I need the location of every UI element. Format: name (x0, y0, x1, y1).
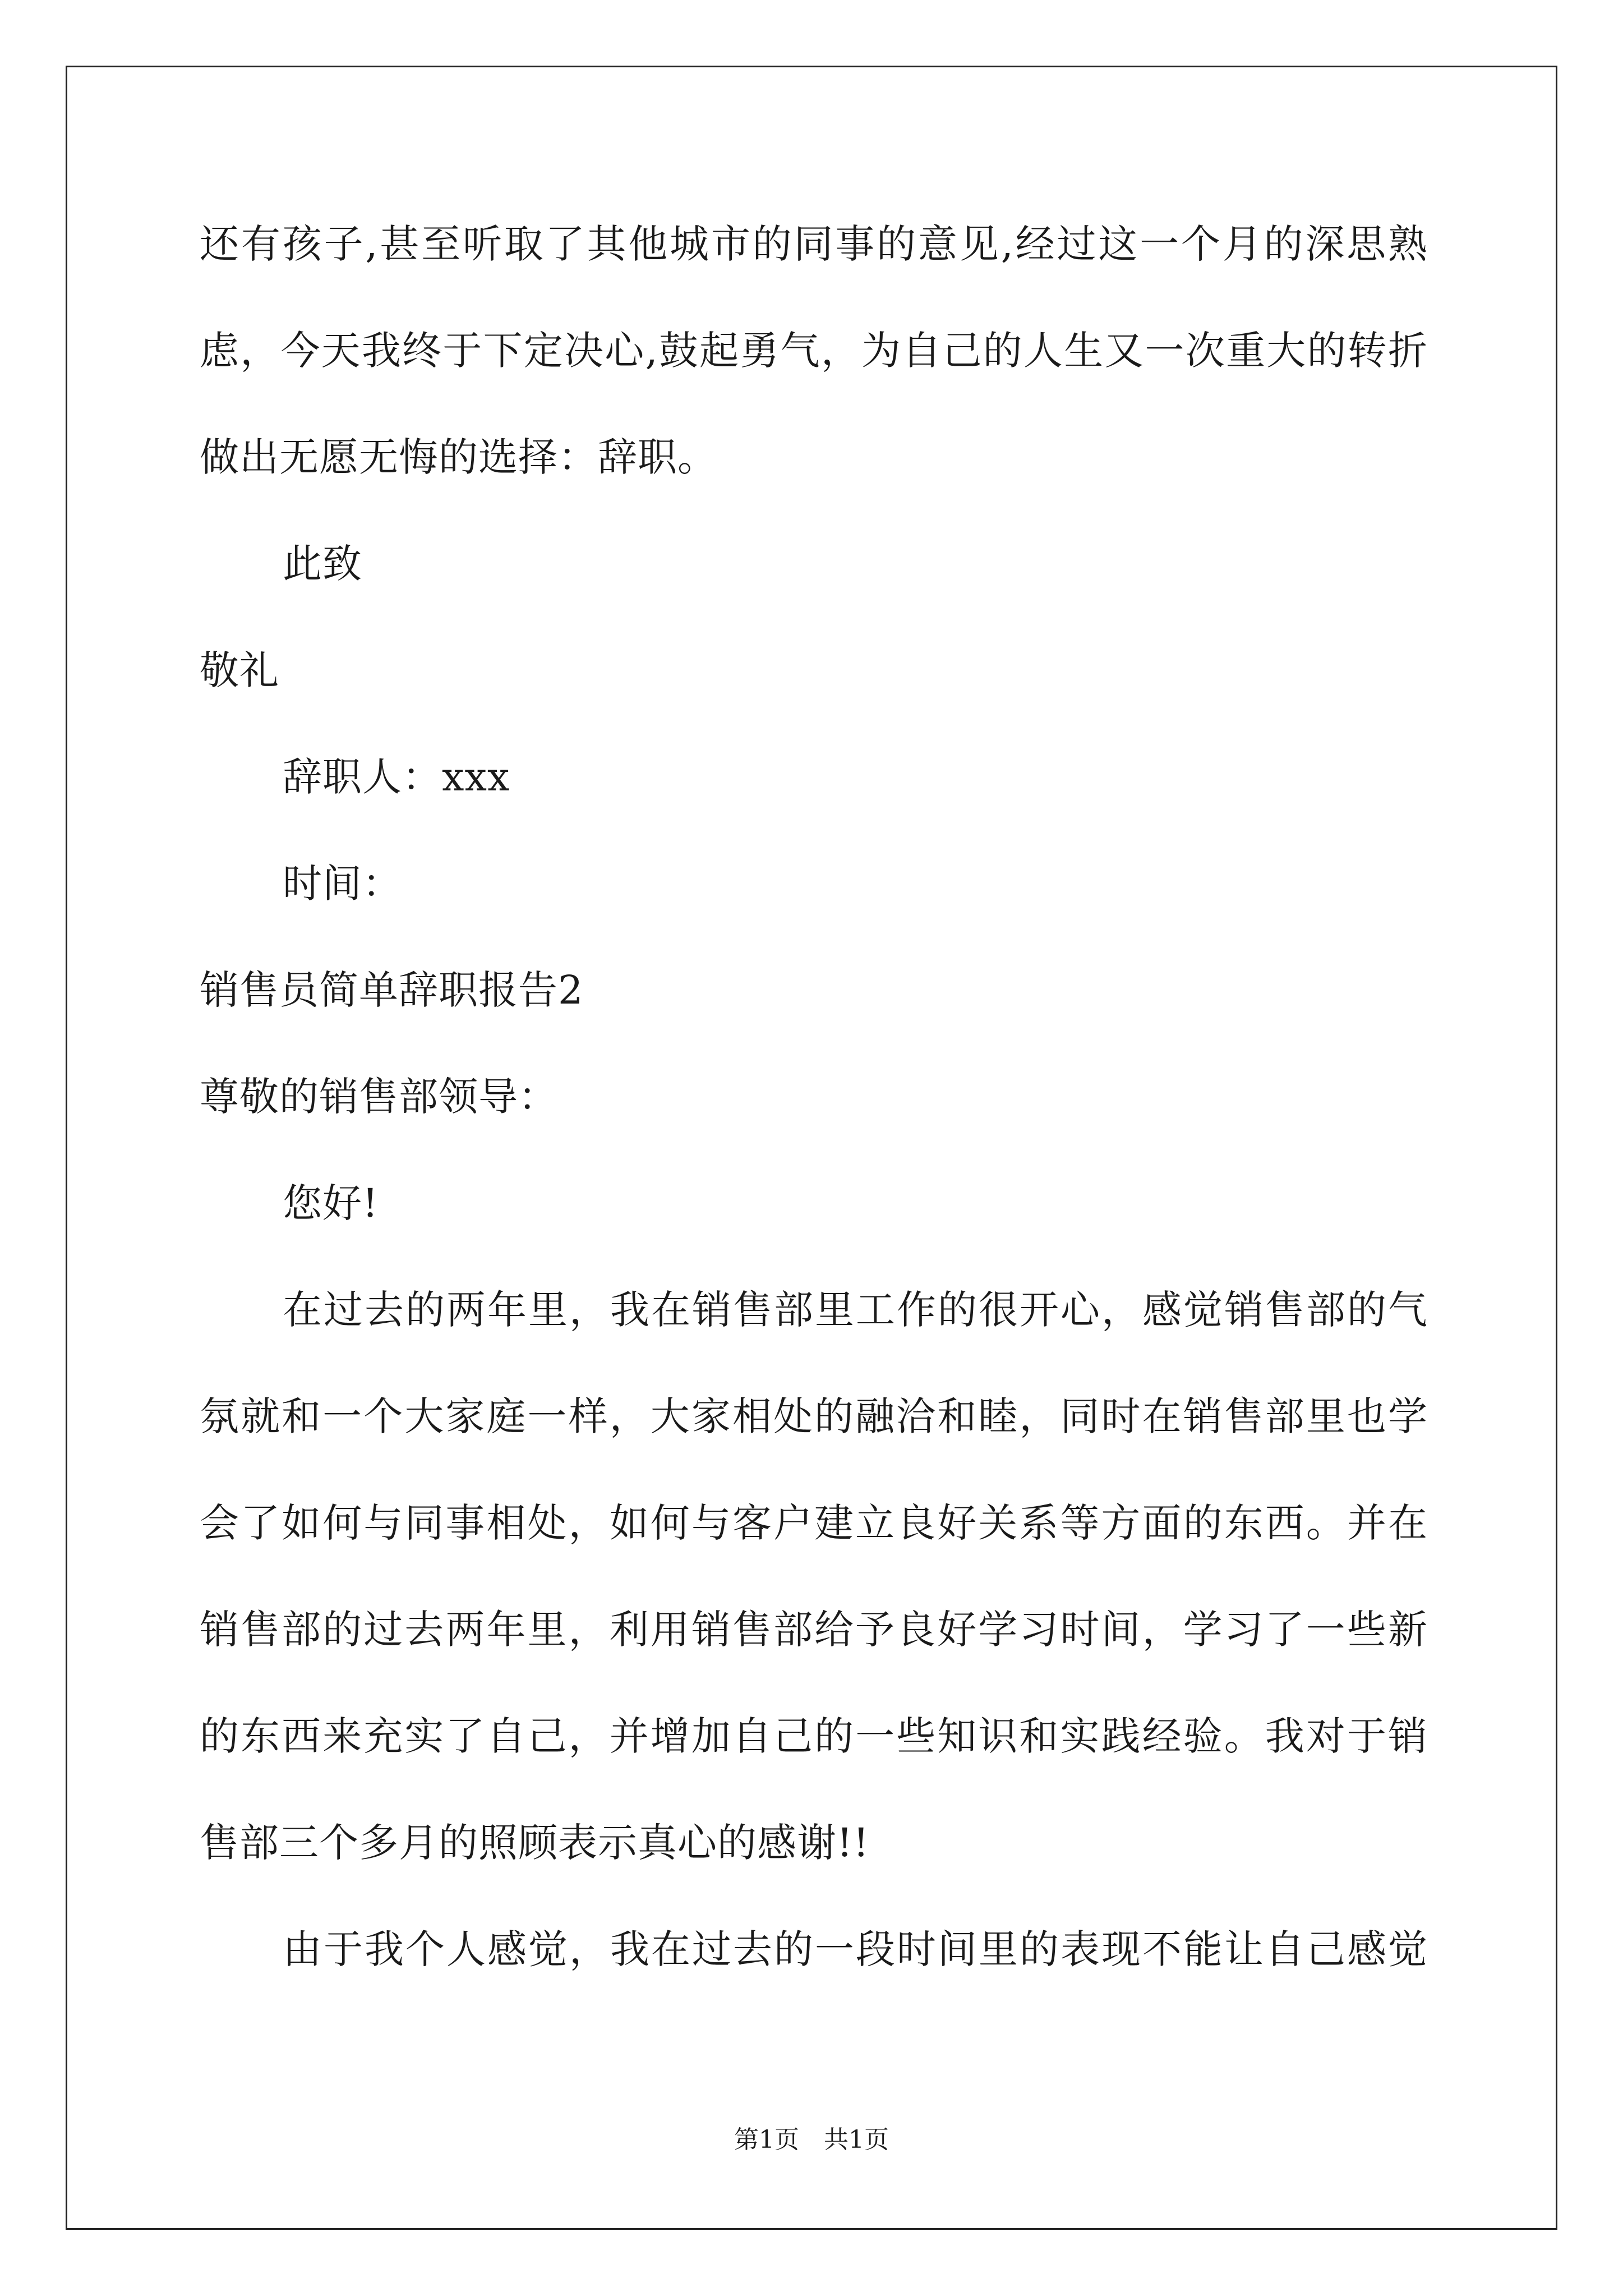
text-line-4: 此致 (283, 541, 362, 587)
text-line-17: 由于我个人感觉，我在过去的一段时间里的表现不能让自己感觉 (283, 1926, 1428, 1972)
text-line-2: 虑，今天我终于下定决心,鼓起勇气，为自己的人生又一次重大的转折 (200, 328, 1428, 374)
text-line-14: 销售部的过去两年里，利用销售部给予良好学习时间，学习了一些新 (200, 1607, 1428, 1653)
text-line-6: 辞职人：xxx (283, 754, 510, 800)
text-line-12: 氛就和一个大家庭一样，大家相处的融洽和睦，同时在销售部里也学 (200, 1393, 1428, 1439)
text-line-7: 时间： (283, 861, 402, 907)
greeting: 您好! (283, 1180, 379, 1226)
salutation: 尊敬的销售部领导： (200, 1074, 558, 1120)
text-line-16: 售部三个多月的照顾表示真心的感谢!! (200, 1820, 870, 1866)
text-line-3: 做出无愿无悔的选择：辞职。 (200, 434, 717, 480)
section-heading: 销售员简单辞职报告2 (200, 967, 584, 1013)
text-line-1: 还有孩子,甚至听取了其他城市的同事的意见,经过这一个月的深思熟 (200, 221, 1428, 267)
text-line-15: 的东西来充实了自己，并增加自己的一些知识和实践经验。我对于销 (200, 1713, 1428, 1759)
text-line-11: 在过去的两年里，我在销售部里工作的很开心，感觉销售部的气 (283, 1287, 1428, 1333)
text-line-13: 会了如何与同事相处，如何与客户建立良好关系等方面的东西。并在 (200, 1500, 1428, 1546)
page-border (66, 66, 1557, 2230)
page-footer: 第1页 共1页 (734, 2125, 889, 2154)
text-line-5: 敬礼 (200, 647, 279, 693)
